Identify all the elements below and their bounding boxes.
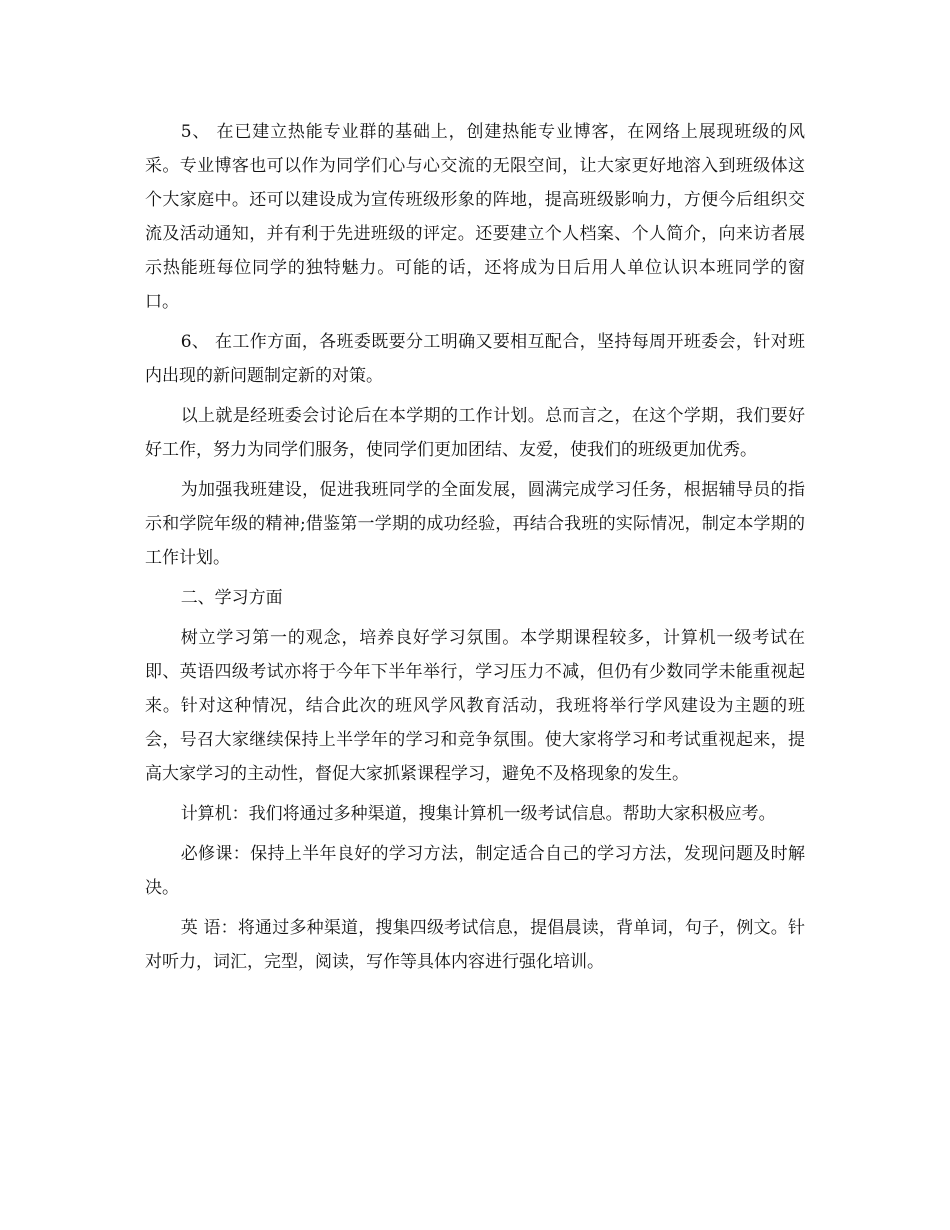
paragraph-computer: 计算机：我们将通过多种渠道，搜集计算机一级考试信息。帮助大家积极应考。 [180, 804, 776, 824]
paragraph-summary: 以上就是经班委会讨论后在本学期的工作计划。总而言之，在这个学期，我们要好好工作，努力为同学们服务，使同学们更加团结、友爱，使我们的班级更加优秀。 [145, 406, 805, 460]
document-body [145, 115, 805, 985]
paragraph-blog-plan: 5、 在已建立热能专业群的基础上，创建热能专业博客，在网络上展现班级的风采。专业博客也可以作为同学们心与心交流的无限空间，让大家更好地溶入到班级体这个大家庭中。还可以建设成为宣传班级形象的阵地，提高班级影响力，方便今后组织交流及活动通知，并有利于先进班级的评定。还要建立个人档案、个人简介，向来访者展示热能班每位同学的独特魅力。可能的话，还将成为日后用人单位认识本班同学的窗口。 [145, 122, 805, 312]
paragraph-english: 英 语：将通过多种渠道，搜集四级考试信息，提倡晨读，背单词，句子，例文。针对听力，词汇，完型，阅读，写作等具体内容进行强化培训。 [145, 918, 805, 972]
section-heading-study: 二、学习方面 [180, 588, 283, 608]
paragraph-study-atmosphere: 树立学习第一的观念，培养良好学习氛围。本学期课程较多，计算机一级考试在即、英语四级考试亦将于今年下半年举行，学习压力不减，但仍有少数同学未能重视起来。针对这种情况，结合此次的班风学风教育活动，我班将举行学风建设为主题的班会，号召大家继续保持上半学年的学习和竞争氛围。使大家将学习和考试重视起来，提高大家学习的主动性，督促大家抓紧课程学习，避免不及格现象的发生。 [145, 628, 805, 784]
paragraph-intro: 为加强我班建设，促进我班同学的全面发展，圆满完成学习任务，根据辅导员的指示和学院年级的精神;借鉴第一学期的成功经验，再结合我班的实际情况，制定本学期的工作计划。 [145, 480, 805, 568]
paragraph-committee-work: 6、 在工作方面，各班委既要分工明确又要相互配合，坚持每周开班委会，针对班内出现的新问题制定新的对策。 [145, 332, 805, 386]
paragraph-required-courses: 必修课：保持上半年良好的学习方法，制定适合自己的学习方法，发现问题及时解决。 [145, 844, 805, 898]
